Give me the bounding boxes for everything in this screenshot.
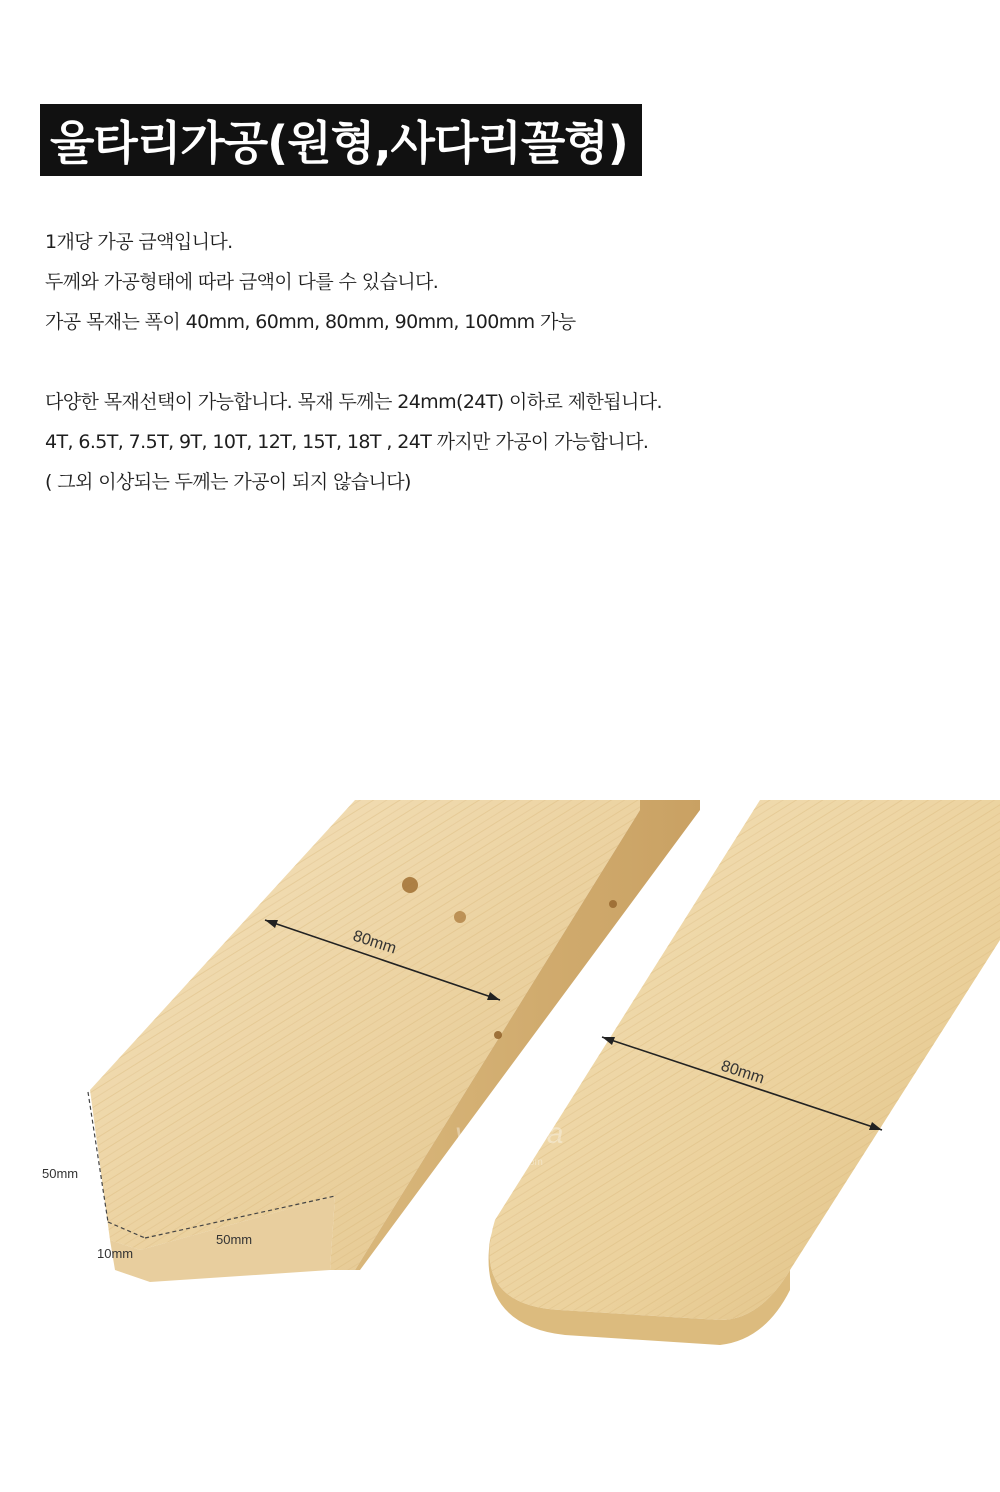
- wood-knot: [454, 911, 466, 923]
- desc-line: 두께와 가공형태에 따라 금액이 다를 수 있습니다.: [45, 271, 439, 293]
- desc-line: 다양한 목재선택이 가능합니다. 목재 두께는 24mm(24T) 이하로 제한됩니다.: [45, 391, 662, 413]
- wood-knot: [402, 877, 418, 893]
- point-length-label: 50mm: [216, 1232, 253, 1247]
- watermark-url: http://veranda.com: [460, 1157, 543, 1168]
- point-offset-label: 10mm: [97, 1246, 134, 1261]
- point-height-label: 50mm: [42, 1166, 79, 1181]
- title-banner: [40, 104, 642, 176]
- left-width-label: 80mm: [350, 927, 399, 958]
- desc-line: ( 그외 이상되는 두께는 가공이 되지 않습니다): [45, 471, 411, 493]
- page-title: 울타리가공(원형,사다리꼴형): [50, 116, 628, 170]
- product-photo: [0, 800, 1000, 1492]
- watermark-text: veranda: [455, 1117, 564, 1150]
- description: [45, 222, 945, 502]
- desc-line: 1개당 가공 금액입니다.: [45, 231, 233, 253]
- right-width-label: 80mm: [718, 1057, 767, 1088]
- desc-line: 4T, 6.5T, 7.5T, 9T, 10T, 12T, 15T, 18T , 24T 까지만 가공이 가능합니다.: [45, 431, 649, 453]
- wood-knot: [609, 900, 617, 908]
- wood-knot: [494, 1031, 502, 1039]
- desc-line: 가공 목재는 폭이 40mm, 60mm, 80mm, 90mm, 100mm 가능: [45, 311, 576, 333]
